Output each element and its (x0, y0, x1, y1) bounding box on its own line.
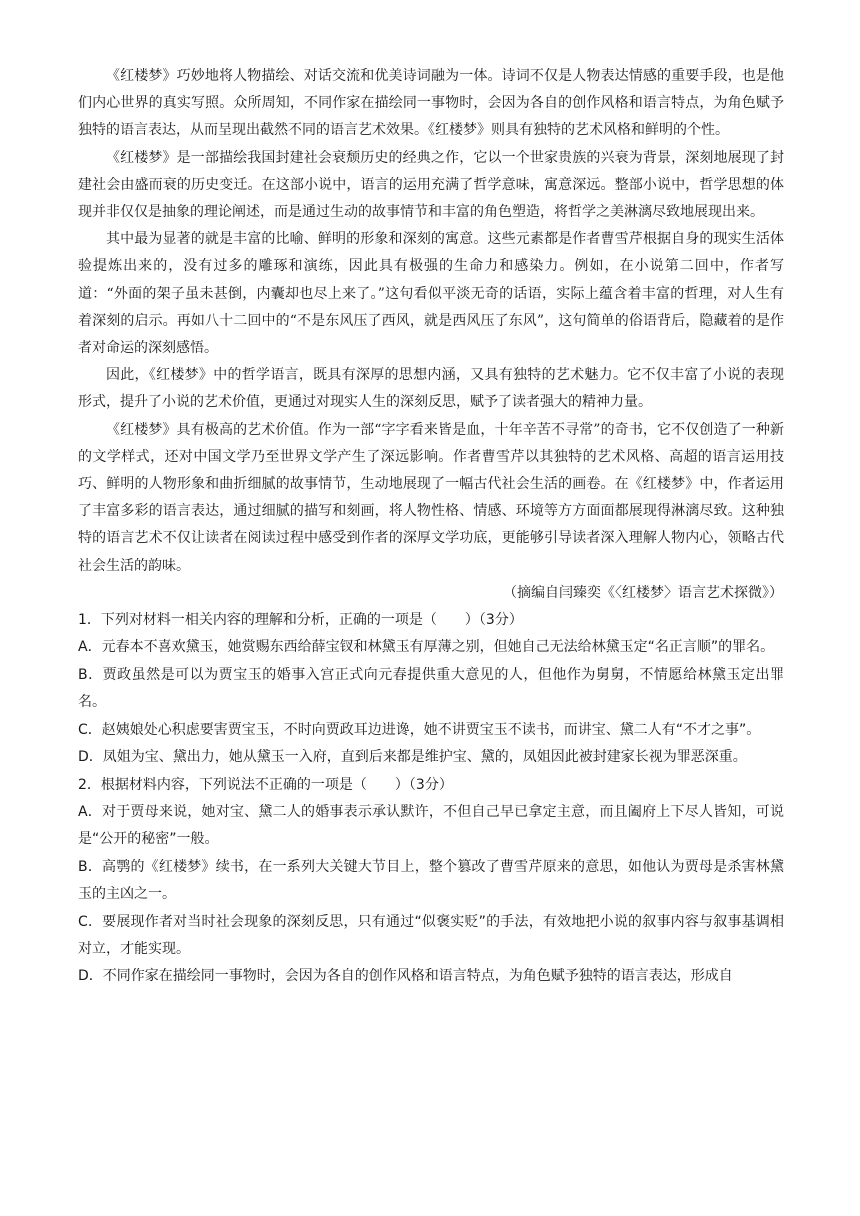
option-c: C．赵姨娘处心积虑要害贾宝玉，不时向贾政耳边进谗，她不讲贾宝玉不读书，而讲宝、黛二人有“不才之事”。 (78, 721, 761, 738)
option-b: B．贾政虽然是可以为贾宝玉的婚事入宫正式向元春提供重大意见的人，但他作为舅舅，不情愿给林黛玉定出罪名。 (78, 666, 784, 711)
option-a: A．对于贾母来说，她对宝、黛二人的婚事表示承认默许，不但自己早已拿定主意，而且阖府上下尽人皆知，可说是“公开的秘密”一般。 (78, 803, 784, 848)
material-paragraph: 《红楼梦》巧妙地将人物描绘、对话交流和优美诗词融为一体。诗词不仅是人物表达情感的重要手段，也是他们内心世界的真实写照。众所周知，不同作家在描绘同一事物时，会因为各自的创作风格和语言特点，为角色赋予独特的语言表达，从而呈现出截然不同的语言艺术效果。《红楼梦》则具有独特的艺术风格和鲜明的个性。 (78, 68, 784, 139)
material-paragraph: 《红楼梦》具有极高的艺术价值。作为一部“字字看来皆是血，十年辛苦不寻常”的奇书，它不仅创造了一种新的文学样式，还对中国文学乃至世界文学产生了深远影响。作者曹雪芹以其独特的艺术风格、高超的语言运用技巧、鲜明的人物形象和曲折细腻的故事情节，生动地展现了一幅古代社会生活的画卷。在《红楼梦》中，作者运用了丰富多彩的语言表达，通过细腻的描写和刻画，将人物性格、情感、环境等方方面面都展现得淋漓尽致。这种独特的语言艺术不仅让读者在阅读过程中感受到作者的深厚文学功底，更能够引导读者深入理解人物内心，领略古代社会生活的韵味。 (78, 421, 784, 574)
option-a: A．元春本不喜欢黛玉，她赏赐东西给薛宝钗和林黛玉有厚薄之别，但她自己无法给林黛玉定“名正言顺”的罪名。 (78, 639, 775, 656)
material-source: （摘编自闫臻奕《〈红楼梦〉语言艺术探微》） (503, 584, 783, 601)
option-d: D．凤姐为宝、黛出力，她从黛玉一入府，直到后来都是维护宝、黛的，凤姐因此被封建家长视为罪恶深重。 (78, 749, 747, 766)
question-1 (78, 607, 784, 771)
reading-material (78, 63, 784, 607)
option-c: C．要展现作者对当时社会现象的深刻反思，只有通过“似褒实贬”的手法，有效地把小说的叙事内容与叙事基调相对立，才能实现。 (78, 913, 784, 957)
question-stem: 1．下列对材料一相关内容的理解和分析，正确的一项是（ ）（3分） (78, 612, 523, 629)
material-paragraph: 其中最为显著的就是丰富的比喻、鲜明的形象和深刻的寓意。这些元素都是作者曹雪芹根据自身的现实生活体验提炼出来的，没有过多的雕琢和演练，因此具有极强的生命力和感染力。例如，在小说第二回中，作者写道：“外面的架子虽未甚倒，内囊却也尽上来了。”这句看似平淡无奇的话语，实际上蕴含着丰富的哲理，对人生有着深刻的启示。再如八十二回中的“不是东风压了西风，就是西风压了东风”，这句简单的俗语背后，隐藏着的是作者对命运的深刻感悟。 (78, 231, 784, 357)
questions-section (78, 607, 784, 991)
question-stem: 2．根据材料内容，下列说法不正确的一项是（ ）（3分） (78, 776, 453, 793)
material-paragraph: 因此，《红楼梦》中的哲学语言，既具有深厚的思想内涵，又具有独特的艺术魅力。它不仅丰富了小说的表现形式，提升了小说的艺术价值，更通过对现实人生的深刻反思，赋予了读者强大的精神力量。 (78, 367, 784, 411)
option-b: B．高鹗的《红楼梦》续书，在一系列大关键大节目上，整个篡改了曹雪芹原来的意思，如他认为贾母是杀害林黛玉的主凶之一。 (78, 858, 784, 903)
option-d: D．不同作家在描绘同一事物时，会因为各自的创作风格和语言特点，为角色赋予独特的语言表达，形成自 (78, 968, 733, 985)
material-paragraph: 《红楼梦》是一部描绘我国封建社会衰颓历史的经典之作，它以一个世家贵族的兴衰为背景，深刻地展现了封建社会由盛而衰的历史变迁。在这部小说中，语言的运用充满了哲学意味，寓意深远。整部小说中，哲学思想的体现并非仅仅是抽象的理论阐述，而是通过生动的故事情节和丰富的角色塑造，将哲学之美淋漓尽致地展现出来。 (78, 149, 784, 221)
question-2 (78, 772, 784, 991)
